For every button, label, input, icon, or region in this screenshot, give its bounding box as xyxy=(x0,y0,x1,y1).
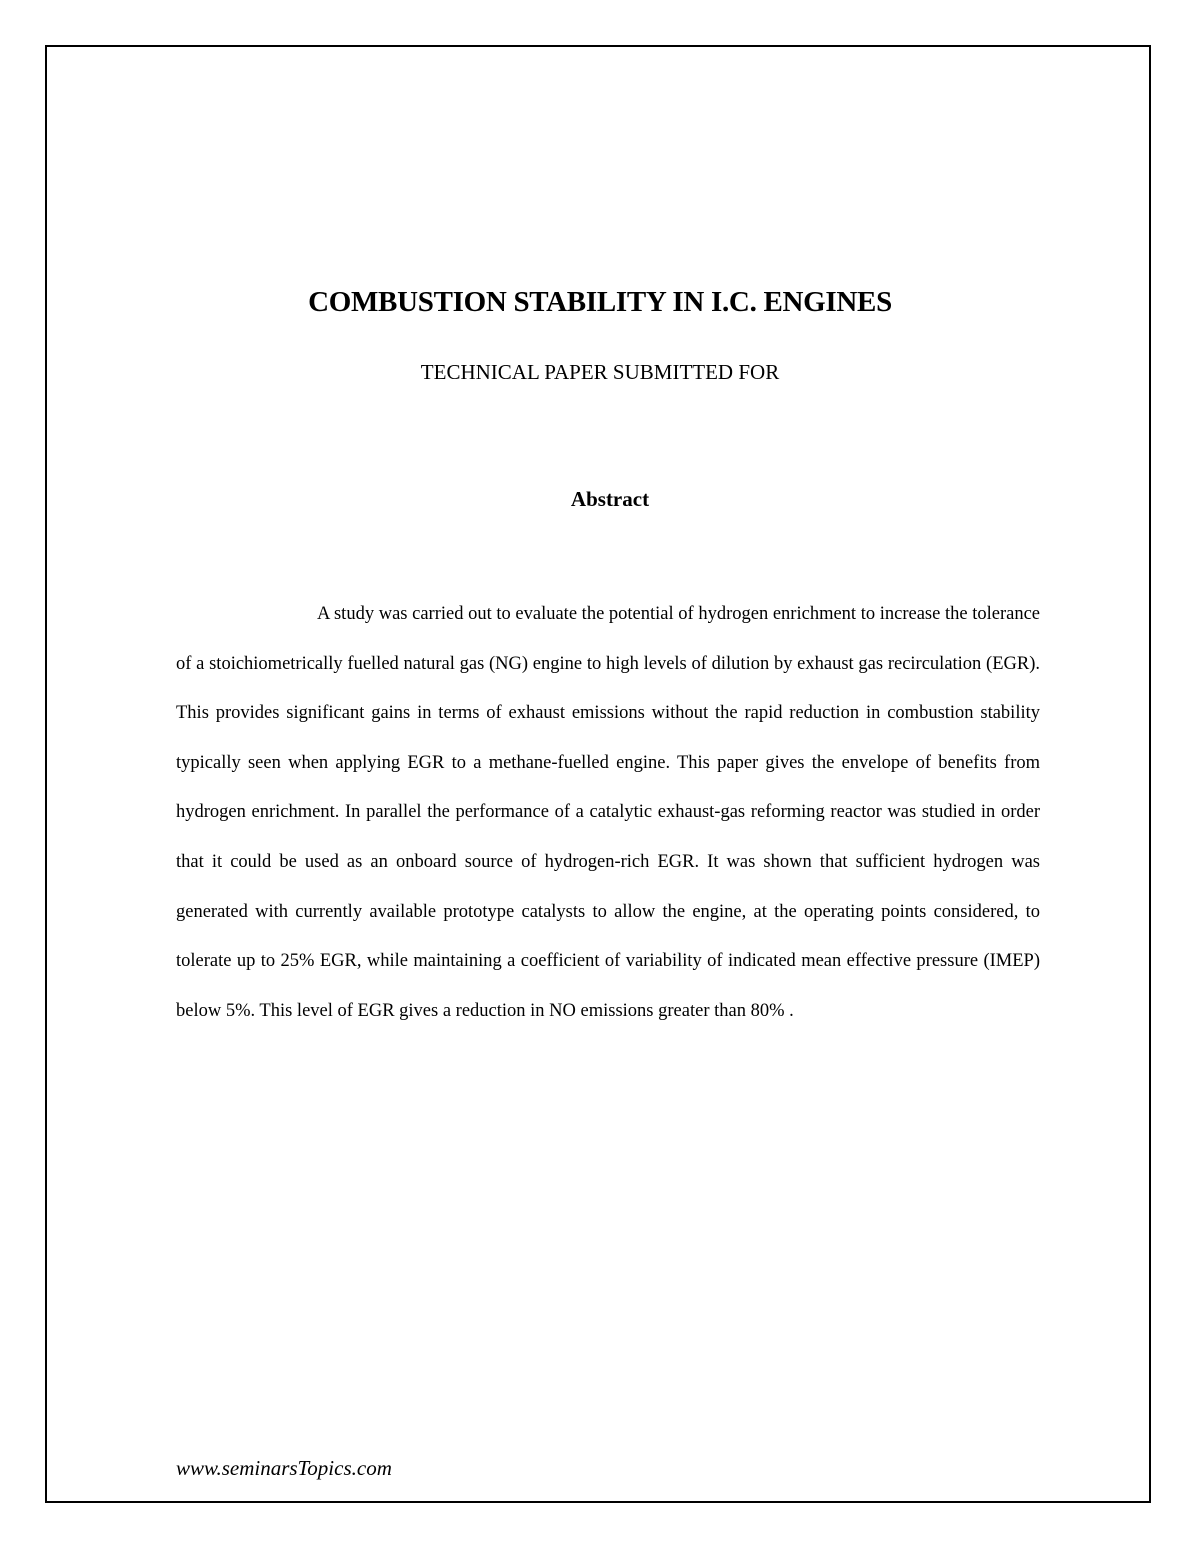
document-subtitle: TECHNICAL PAPER SUBMITTED FOR xyxy=(420,360,780,384)
abstract-heading: Abstract xyxy=(570,487,650,511)
footer-url: www.seminarsTopics.com xyxy=(176,1456,392,1480)
abstract-body: A study was carried out to evaluate the potential of hydrogen enrichment to increase the tolerance of a stoichiometrically fuelled natural gas (NG) engine to high levels of dilution by exhaust gas recirculation (EGR). This provides significant gains in terms of exhaust emissions without the rapid reduction in combustion stability typically seen when applying EGR to a methane-fuelled engine. This paper gives the envelope of benefits from hydrogen enrichment. In parallel the performance of a catalytic exhaust-gas reforming reactor was studied in order that it could be used as an onboard source of hydrogen-rich EGR. It was shown that sufficient hydrogen was generated with currently available prototype catalysts to allow the engine, at the operating points considered, to tolerate up to 25% EGR, while maintaining a coefficient of variability of indicated mean effective pressure (IMEP) below 5%. This level of EGR gives a reduction in NO emissions greater than 80% . xyxy=(176,604,1040,1021)
document-title: COMBUSTION STABILITY IN I.C. ENGINES xyxy=(308,286,892,318)
